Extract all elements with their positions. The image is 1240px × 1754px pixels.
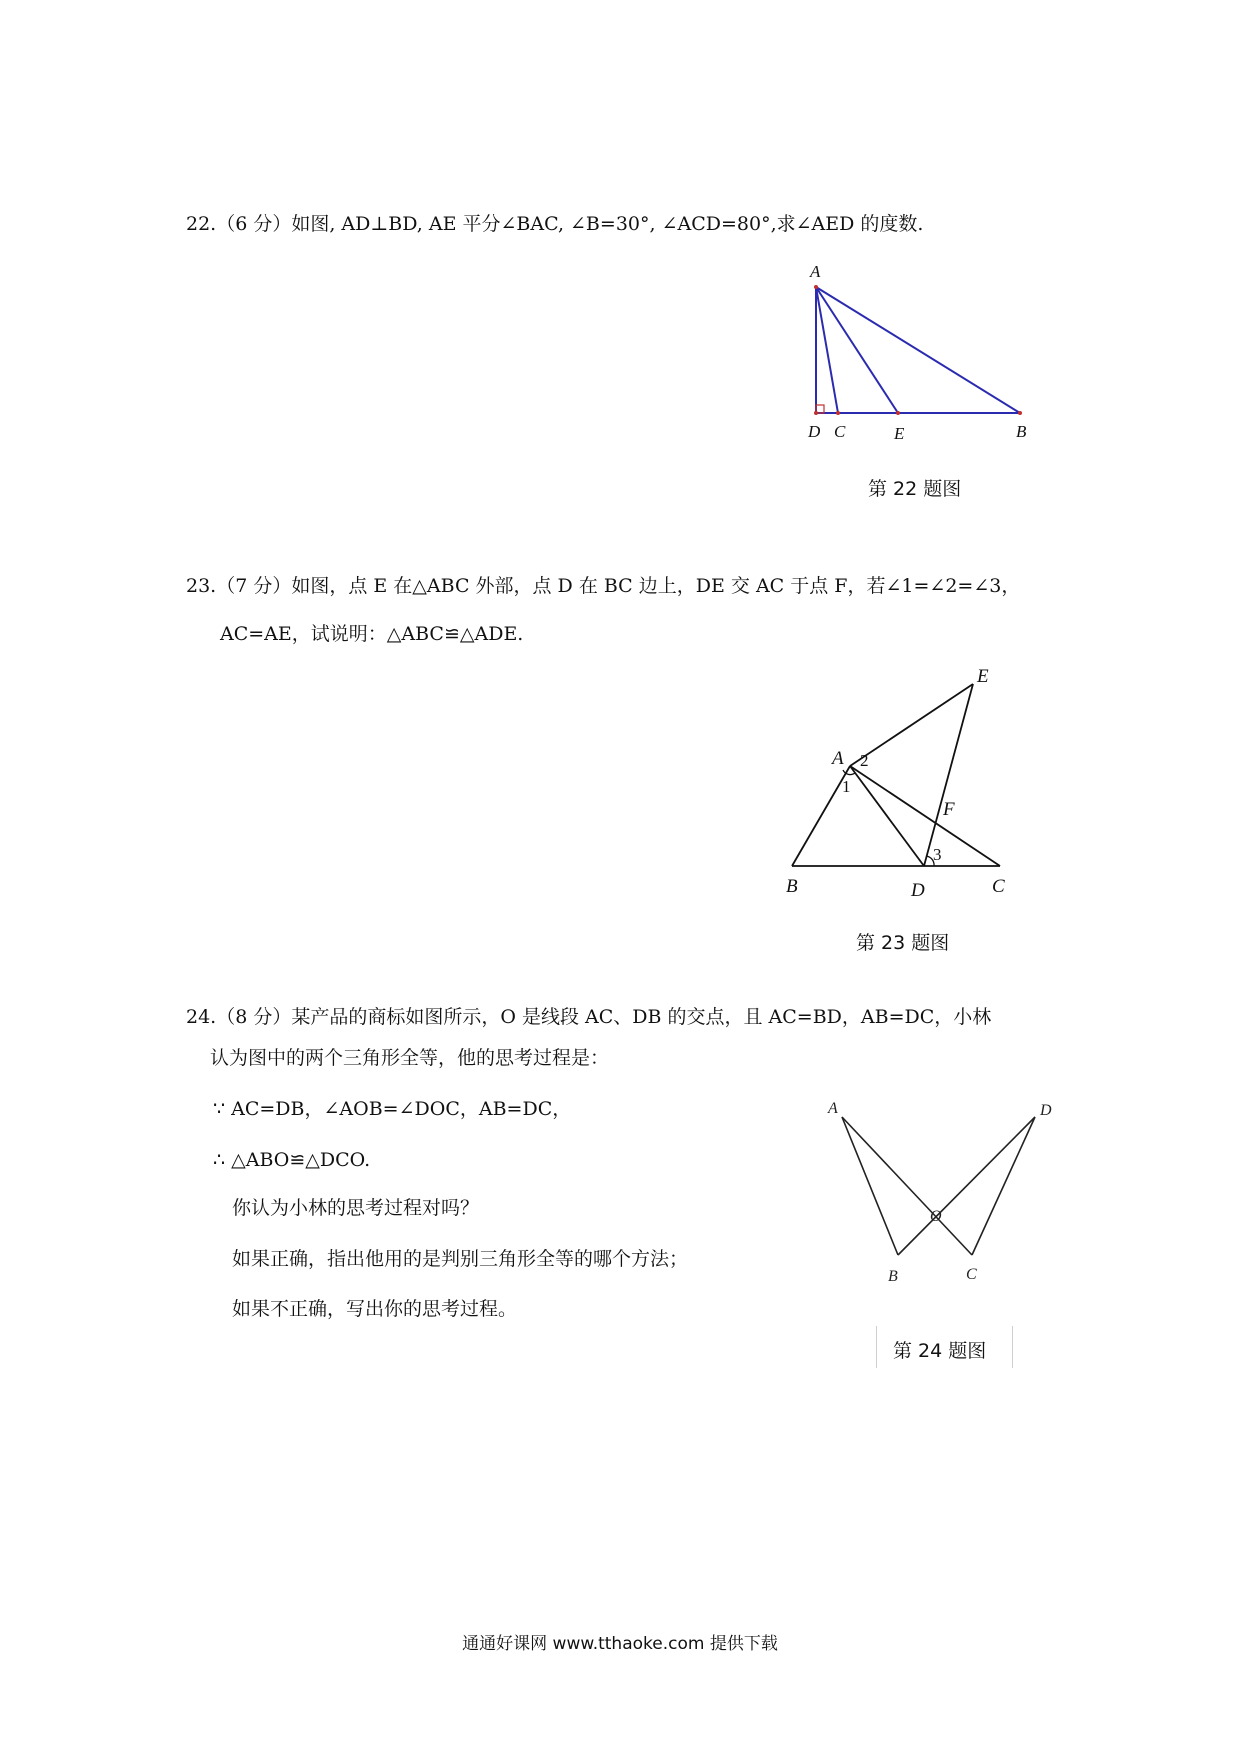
q22-label-e: E [894,424,905,443]
q23-label-c: C [992,876,1005,897]
q22-segment-ae [816,287,898,413]
q22-segment-ac [816,287,838,413]
q24-figure [820,1095,1060,1285]
q23-angle-label-2: 2 [860,751,869,770]
q24-line7: 如果不正确，写出你的思考过程。 [232,1298,518,1320]
q23-figure [780,660,1040,900]
q23-label-e: E [977,666,989,687]
q24-segment-db [898,1117,1035,1255]
q24-line3: ∵ AC=DB，∠AOB=∠DOC，AB=DC， [213,1098,572,1120]
q23-segment-ad [850,766,924,866]
q23-label-d: D [911,880,925,901]
q23-angle-label-3: 3 [933,845,942,864]
q22-point-b [1018,411,1022,415]
q22-segment-ab [816,287,1020,413]
q24-line4: ∴ △ABO≌△DCO. [213,1149,371,1171]
q23-label-a: A [832,748,844,769]
q24-segment-dc [972,1117,1035,1255]
q24-segment-ab [842,1117,898,1255]
q22-point-c [836,411,840,415]
q23-line2: AC=AE，试说明：△ABC≌△ADE. [220,623,524,645]
q24-line6: 如果正确，指出他用的是判别三角形全等的哪个方法； [232,1248,689,1270]
q22-point-a [814,285,818,289]
q23-label-b: B [786,876,798,897]
q22-point-d [814,411,818,415]
q24-label-c: C [966,1266,977,1283]
q23-segment-ac [850,766,1000,866]
q23-caption: 第 23 题图 [856,932,950,954]
q22-label-b: B [1016,422,1027,441]
q22-label-c: C [834,422,846,441]
q22-text: 22.（6 分）如图, AD⊥BD, AE 平分∠BAC, ∠B=30°, ∠ACD=80°,求∠AED 的度数. [186,213,924,235]
q23-angle-label-1: 1 [842,777,851,796]
q23-label-f: F [943,799,955,820]
q24-line2: 认为图中的两个三角形全等，他的思考过程是： [210,1047,610,1069]
q24-line1: 24.（8 分）某产品的商标如图所示，O 是线段 AC、DB 的交点，且 AC=BD，AB=DC，小林 [186,1006,992,1028]
q22-point-e [896,411,900,415]
q23-lines [792,684,1000,866]
q24-line5: 你认为小林的思考过程对吗？ [232,1197,480,1219]
q24-label-a: A [828,1100,838,1117]
q22-caption: 第 22 题图 [868,478,962,500]
q22-label-a: A [810,262,821,281]
q22-figure [790,262,1050,443]
page-footer: 通通好课网 www.tthaoke.com 提供下载 [462,1634,778,1654]
q24-segment-ac [842,1117,972,1255]
q24-label-o: O [930,1208,942,1225]
q22-label-d: D [808,422,821,441]
q23-line1: 23.（7 分）如图，点 E 在△ABC 外部，点 D 在 BC 边上，DE 交 AC 于点 F，若∠1=∠2=∠3， [186,575,1021,597]
q24-label-d: D [1040,1102,1052,1119]
q24-caption: 第 24 题图 [893,1340,987,1362]
q24-lines [842,1117,1035,1255]
q24-label-b: B [888,1268,898,1285]
q22-lines [816,287,1020,413]
